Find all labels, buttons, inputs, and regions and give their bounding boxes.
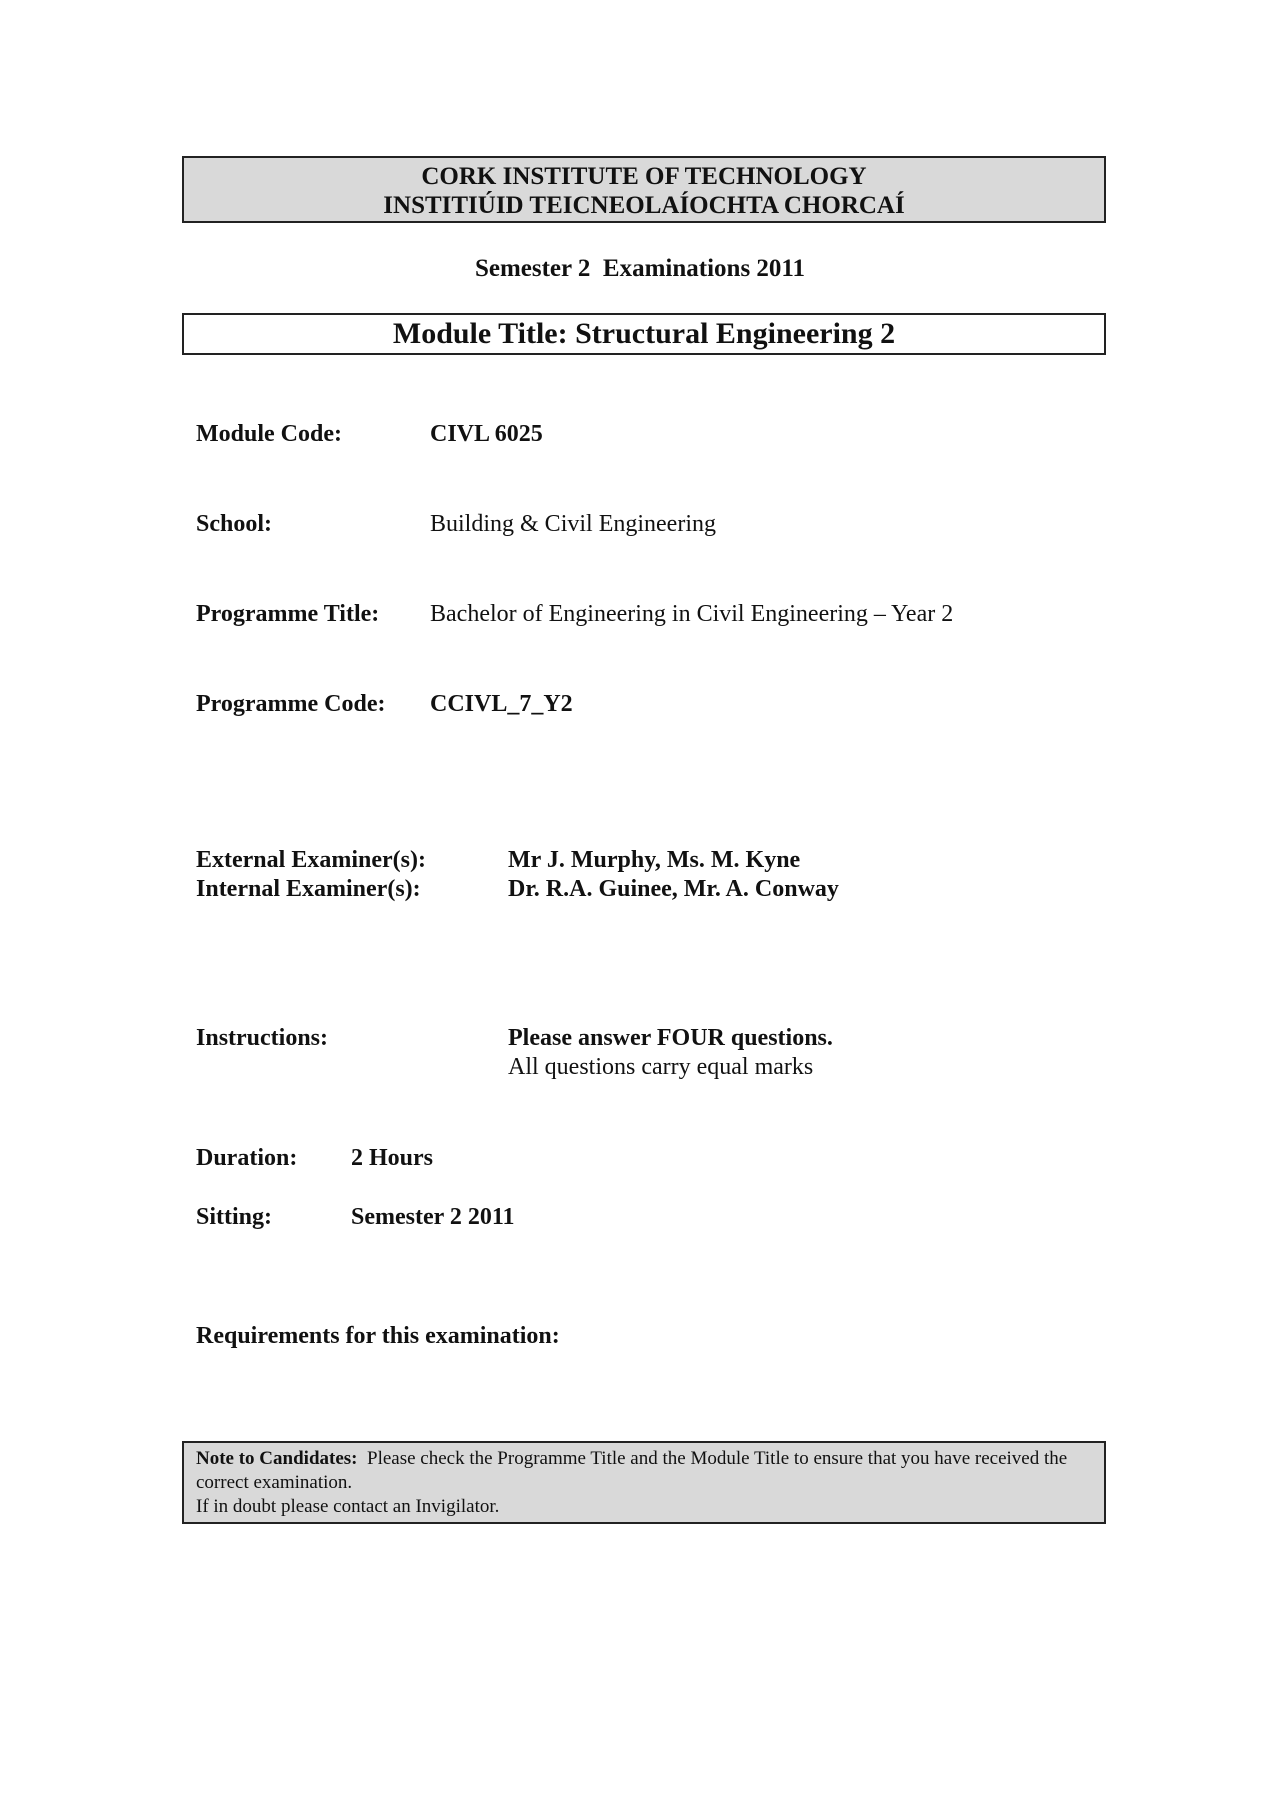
external-examiner-value: Mr J. Murphy, Ms. M. Kyne	[508, 847, 801, 873]
programme-code-label: Programme Code:	[196, 691, 386, 717]
exam-session: Semester 2 Examinations 2011	[474, 255, 806, 282]
duration-value: 2 Hours	[351, 1145, 434, 1171]
instructions-line-1: Please answer FOUR questions.	[508, 1025, 833, 1051]
sitting-value: Semester 2 2011	[351, 1204, 515, 1230]
note-text: Please check the Programme Title and the Module Title to ensure that you have received the correct examination.	[196, 1448, 1068, 1493]
instructions-line-2: All questions carry equal marks	[508, 1054, 814, 1080]
duration-label: Duration:	[196, 1145, 298, 1171]
note-label: Note to Candidates:	[196, 1448, 358, 1469]
internal-examiner-value: Dr. R.A. Guinee, Mr. A. Conway	[508, 876, 839, 902]
programme-code-value: CCIVL_7_Y2	[430, 691, 573, 717]
institution-name-english: CORK INSTITUTE OF TECHNOLOGY	[421, 163, 867, 190]
note-to-candidates	[182, 1441, 1106, 1524]
module-code-value: CIVL 6025	[430, 421, 543, 447]
institution-header	[182, 156, 1106, 223]
requirements-label: Requirements for this examination:	[196, 1323, 560, 1349]
module-code-label: Module Code:	[196, 421, 342, 447]
internal-examiner-label: Internal Examiner(s):	[196, 876, 421, 902]
external-examiner-label: External Examiner(s):	[196, 847, 426, 873]
programme-title-value: Bachelor of Engineering in Civil Engineering – Year 2	[430, 601, 954, 627]
school-value: Building & Civil Engineering	[430, 511, 716, 537]
instructions-label: Instructions:	[196, 1025, 329, 1051]
institution-name-irish: INSTITIÚID TEICNEOLAÍOCHTA CHORCAÍ	[383, 192, 905, 219]
sitting-label: Sitting:	[196, 1204, 273, 1230]
note-invigilator-text: If in doubt please contact an Invigilator.	[196, 1496, 500, 1517]
module-title: Module Title: Structural Engineering 2	[182, 313, 1106, 355]
programme-title-label: Programme Title:	[196, 601, 380, 627]
school-label: School:	[196, 511, 273, 537]
